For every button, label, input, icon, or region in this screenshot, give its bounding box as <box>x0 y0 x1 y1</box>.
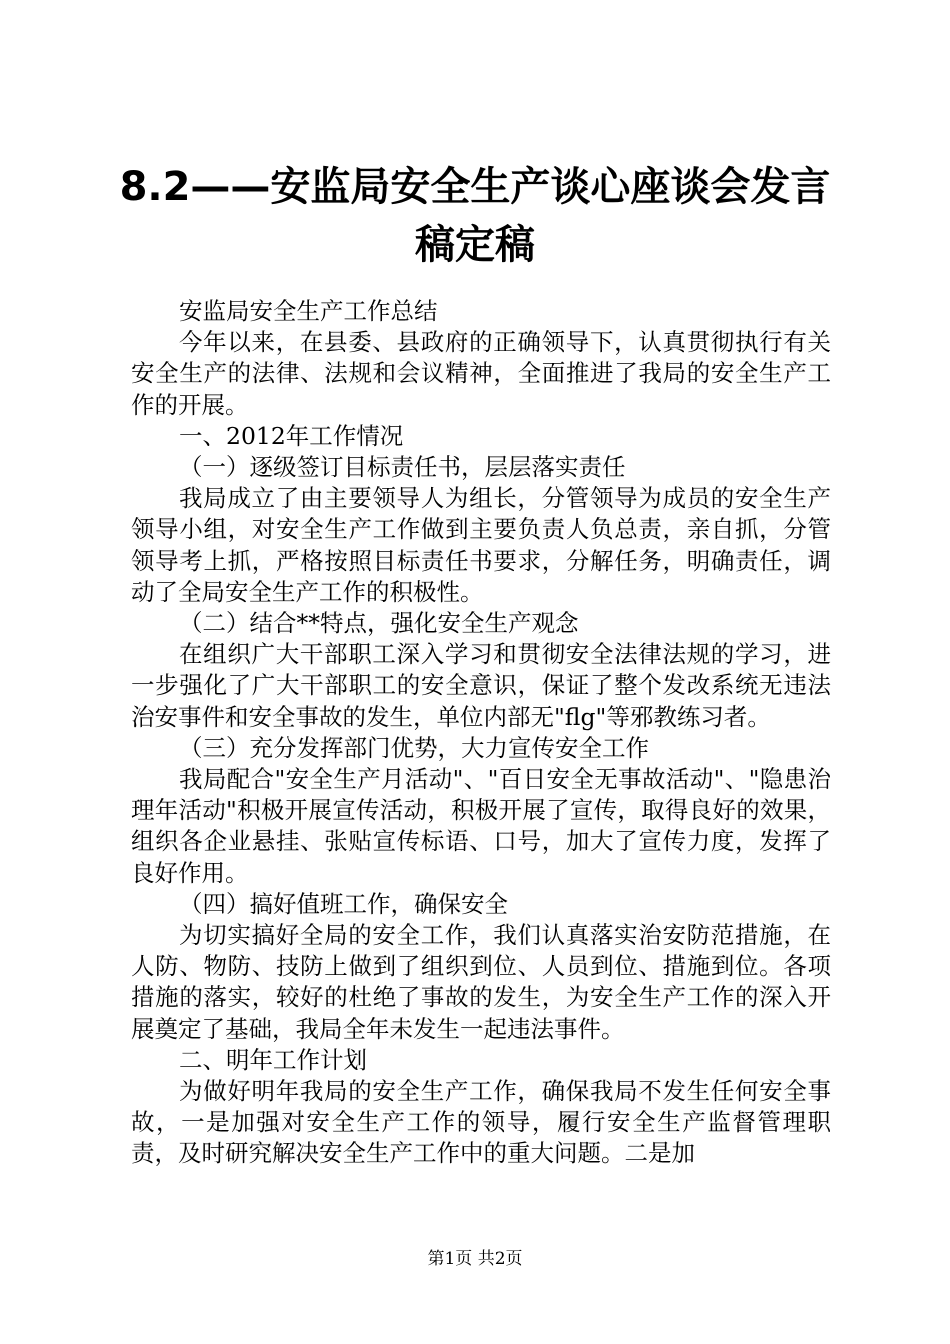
page-footer: 第1页 共2页 <box>427 1249 523 1269</box>
paragraph: 今年以来，在县委、县政府的正确领导下，认真贯彻执行有关安全生产的法律、法规和会议精神，全面推进了我局的安全生产工作的开展。 <box>131 328 831 419</box>
subsection-heading: （四）搞好值班工作，确保安全 <box>179 889 508 918</box>
paragraph: 为切实搞好全局的安全工作，我们认真落实治安防范措施，在人防、物防、技防上做到了组织到位、人员到位、措施到位。各项措施的落实，较好的杜绝了事故的发生，为安全生产工作的深入开展奠定了基础，我局全年未发生一起违法事件。 <box>131 921 831 1043</box>
paragraph: 我局成立了由主要领导人为组长，分管领导为成员的安全生产领导小组，对安全生产工作做到主要负责人负总责，亲自抓，分管领导考上抓，严格按照目标责任书要求，分解任务，明确责任，调动了全局安全生产工作的积极性。 <box>131 484 831 606</box>
section-heading: 二、明年工作计划 <box>179 1045 367 1074</box>
paragraph: 安监局安全生产工作总结 <box>179 297 438 325</box>
subsection-heading: （三）充分发挥部门优势，大力宣传安全工作 <box>179 733 649 762</box>
section-heading: 一、2012年工作情况 <box>179 421 404 450</box>
paragraph: 在组织广大干部职工深入学习和贯彻安全法律法规的学习，进一步强化了广大干部职工的安全意识，保证了整个发改系统无违法治安事件和安全事故的发生，单位内部无"flg"等邪教练习者。 <box>131 640 831 731</box>
paragraph: 为做好明年我局的安全生产工作，确保我局不发生任何安全事故，一是加强对安全生产工作的领导，履行安全生产监督管理职责，及时研究解决安全生产工作中的重大问题。二是加 <box>131 1077 831 1168</box>
subsection-heading: （二）结合**特点，强化安全生产观念 <box>179 609 579 638</box>
paragraph: 我局配合"安全生产月活动"、"百日安全无事故活动"、"隐患治理年活动"积极开展宣传活动，积极开展了宣传，取得良好的效果，组织各企业悬挂、张贴宣传标语、口号，加大了宣传力度，发挥了良好作用。 <box>131 765 831 887</box>
document-body <box>131 296 831 1170</box>
document-title: 8.2——安监局安全生产谈心座谈会发言稿定稿 <box>119 164 831 268</box>
subsection-heading: （一）逐级签订目标责任书，层层落实责任 <box>179 453 626 482</box>
